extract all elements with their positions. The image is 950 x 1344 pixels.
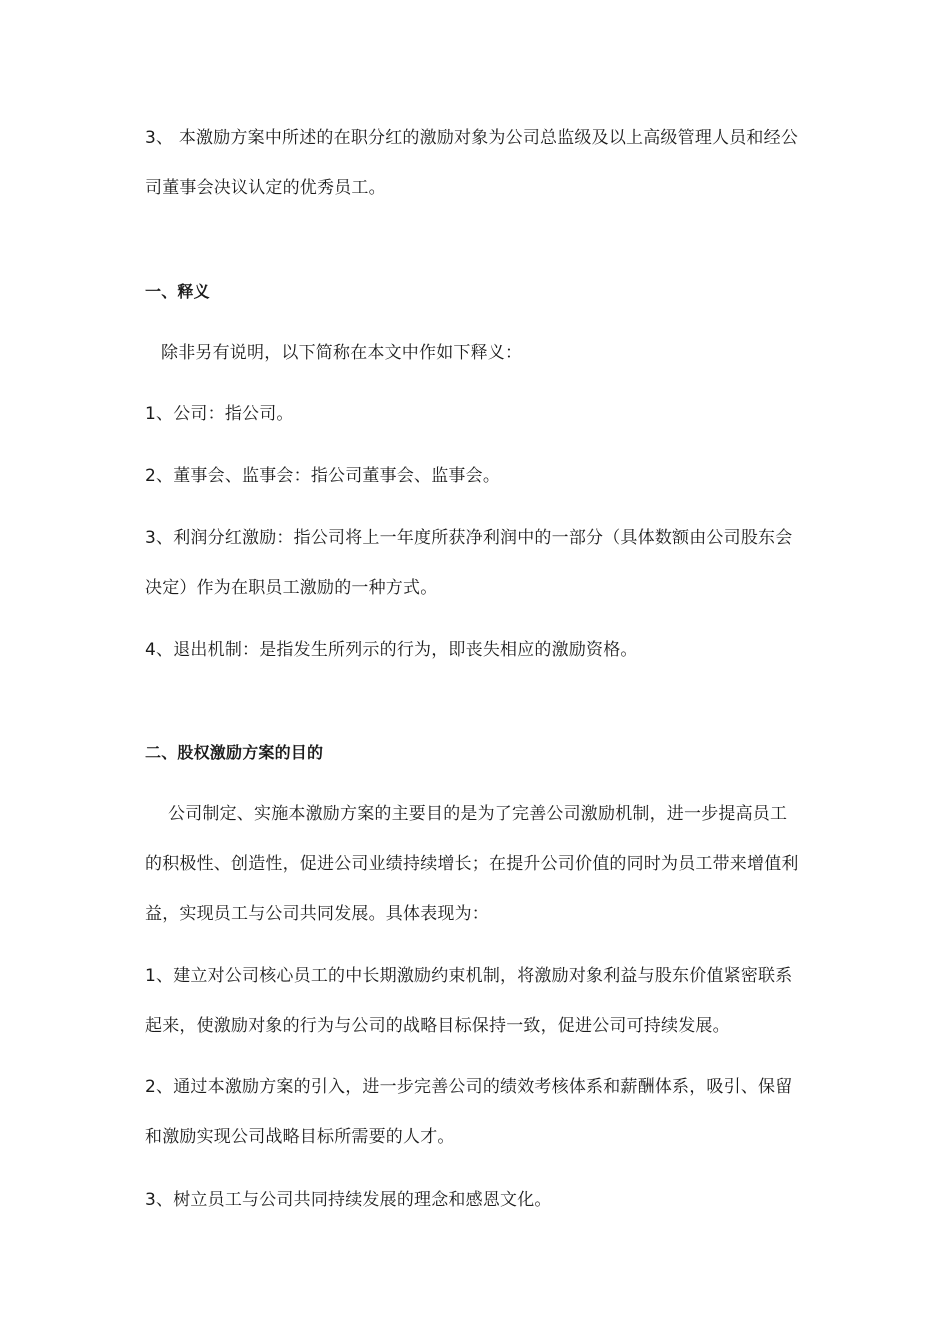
paragraph-line: 3、 本激励方案中所述的在职分红的激励对象为公司总监级及以上高级管理人员和经公 [145, 128, 799, 148]
list-item-continuation: 决定）作为在职员工激励的一种方式。 [145, 578, 438, 598]
list-item: 1、建立对公司核心员工的中长期激励约束机制，将激励对象利益与股东价值紧密联系 [145, 966, 793, 986]
paragraph-line: 除非另有说明，以下简称在本文中作如下释义： [161, 343, 523, 363]
paragraph-line: 公司制定、实施本激励方案的主要目的是为了完善公司激励机制，进一步提高员工 [168, 804, 788, 824]
list-item: 3、利润分红激励：指公司将上一年度所获净利润中的一部分（具体数额由公司股东会 [145, 528, 793, 548]
paragraph-line: 益，实现员工与公司共同发展。具体表现为： [145, 904, 489, 924]
section-heading: 一、释义 [145, 282, 210, 301]
list-item: 2、董事会、监事会：指公司董事会、监事会。 [145, 466, 501, 486]
paragraph-line: 的积极性、创造性，促进公司业绩持续增长；在提升公司价值的同时为员工带来增值利 [145, 854, 799, 874]
list-item-continuation: 起来，使激励对象的行为与公司的战略目标保持一致，促进公司可持续发展。 [145, 1016, 730, 1036]
list-item: 2、通过本激励方案的引入，进一步完善公司的绩效考核体系和薪酬体系，吸引、保留 [145, 1077, 793, 1097]
list-item: 3、树立员工与公司共同持续发展的理念和感恩文化。 [145, 1190, 552, 1210]
list-item: 1、公司：指公司。 [145, 404, 294, 424]
section-heading: 二、股权激励方案的目的 [145, 743, 324, 762]
paragraph-line: 司董事会决议认定的优秀员工。 [145, 178, 386, 198]
list-item-continuation: 和激励实现公司战略目标所需要的人才。 [145, 1127, 455, 1147]
list-item: 4、退出机制：是指发生所列示的行为，即丧失相应的激励资格。 [145, 640, 638, 660]
